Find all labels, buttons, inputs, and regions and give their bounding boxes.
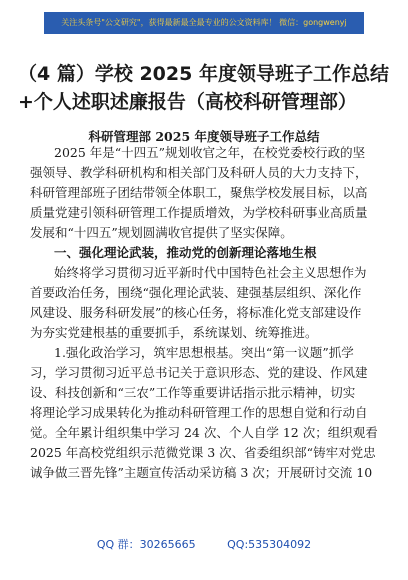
paragraph-line: 诚争做三晋先锋”主题宣传活动采访稿 3 次；开展研讨交流 10	[30, 465, 373, 480]
top-banner: 关注头条号"公文研究"，获得最新最全最专业的公文资料库！ 微信：gongwenyj	[44, 12, 364, 34]
paragraph-line: 始终将学习贯彻习近平新时代中国特色社会主义思想作为	[54, 265, 367, 280]
paragraph-line: 首要政治任务，围绕“强化理论武装、建强基层组织、深化作	[30, 285, 362, 300]
section-heading: 一、强化理论武装，推动党的创新理论落地生根	[54, 245, 317, 260]
paragraph-line: 2025 年是“十四五”规划收官之年，在校党委校行政的坚	[54, 145, 366, 160]
paragraph-line: 科研管理部班子团结带领全体职工，聚焦学校发展目标，以高	[30, 185, 368, 200]
document-title	[18, 60, 390, 116]
paragraph-line: 觉。全年累计组织集中学习 24 次、个人自学 12 次；组织观看	[30, 425, 378, 440]
paragraph-line: 强领导、教学科研机构和相关部门及科研人员的大力支持下，	[30, 165, 368, 180]
section-subtitle: 科研管理部 2025 年度领导班子工作总结	[88, 129, 320, 144]
paragraph-line: 质量党建引领科研管理工作提质增效，为学校科研事业高质量	[30, 205, 368, 220]
paragraph-line: 风建设、服务科研发展”的核心任务，将标准化党支部建设作	[30, 305, 362, 320]
title-line-2: +个人述职述廉报告（高校科研管理部）	[18, 91, 357, 113]
document-body	[30, 143, 382, 483]
paragraph-line: 2025 年高校党组织示范微党课 3 次、省委组织部“铸牢对党忠	[30, 445, 376, 460]
title-line-1: （4 篇）学校 2025 年度领导班子工作总结	[18, 63, 389, 85]
paragraph-line: 1.强化政治学习，筑牢思想根基。突出“第一议题”抓学	[54, 345, 354, 360]
paragraph-line: 设、科技创新和“三农”工作等重要讲话指示批示精神，切实	[30, 385, 356, 400]
footer-contact	[0, 534, 408, 556]
paragraph-line: 发展和“十四五”规划圆满收官提供了坚实保障。	[30, 225, 293, 240]
qq-contact-number: QQ:535304092	[227, 538, 312, 551]
paragraph-line: 将理论学习成果转化为推动科研管理工作的思想自觉和行动自	[30, 405, 368, 420]
paragraph-line: 习，学习贯彻习近平总书记关于意识形态、党的建设、作风建	[30, 365, 368, 380]
paragraph-line: 为夯实党建根基的重要抓手，系统谋划、统筹推进。	[30, 325, 318, 340]
qq-group-number: QQ 群：30265665	[96, 538, 196, 551]
